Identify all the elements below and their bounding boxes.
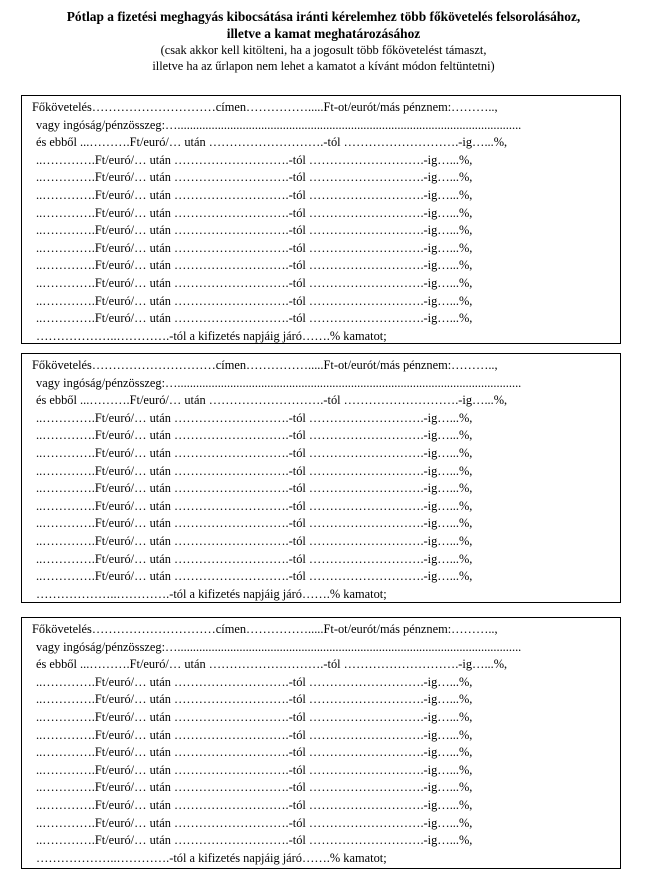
interest-rate-row: ..………….Ft/euró/… után ……………………….-tól ……………………….-ig…...%, <box>36 223 473 238</box>
interest-rate-row: ..………….Ft/euró/… után ……………………….-tól ……………………….-ig…...%, <box>36 240 473 255</box>
final-interest-line: ………………..………….-tól a kifizetés napjáig járó…….% kamatot; <box>36 328 387 343</box>
interest-rate-row: ..………….Ft/euró/… után ……………………….-tól ……………………….-ig…...%, <box>36 498 473 513</box>
asset-amount-line: vagy ingóság/pénzösszeg:…............................................................................................................... <box>36 375 522 390</box>
interest-rate-row: ..………….Ft/euró/… után ……………………….-tól ……………………….-ig…...%, <box>36 445 473 460</box>
asset-amount-line: vagy ingóság/pénzösszeg:…............................................................................................................... <box>36 117 522 132</box>
claim-section-1 <box>21 95 621 344</box>
interest-rate-row: ..………….Ft/euró/… után ……………………….-tól ……………………….-ig…...%, <box>36 674 473 689</box>
interest-rate-row: ..………….Ft/euró/… után ……………………….-tól ……………………….-ig…...%, <box>36 815 473 830</box>
form-title-line-1: Pótlap a fizetési meghagyás kibocsátása iránti kérelemhez több főkövetelés felsorolásához, <box>66 9 581 24</box>
interest-rate-row: ..………….Ft/euró/… után ……………………….-tól ……………………….-ig…...%, <box>36 205 473 220</box>
interest-rate-row: ..………….Ft/euró/… után ……………………….-tól ……………………….-ig…...%, <box>36 187 473 202</box>
interest-rate-row: ..………….Ft/euró/… után ……………………….-tól ……………………….-ig…...%, <box>36 833 473 848</box>
interest-rate-row: ..………….Ft/euró/… után ……………………….-tól ……………………….-ig…...%, <box>36 293 473 308</box>
interest-rate-row: ..………….Ft/euró/… után ……………………….-tól ……………………….-ig…...%, <box>36 516 473 531</box>
form-title-line-2: illetve a kamat meghatározásához <box>226 26 421 41</box>
interest-rate-row: ..………….Ft/euró/… után ……………………….-tól ……………………….-ig…...%, <box>36 481 473 496</box>
interest-rate-row: ..………….Ft/euró/… után ……………………….-tól ……………………….-ig…...%, <box>36 170 473 185</box>
interest-rate-row: ..………….Ft/euró/… után ……………………….-tól ……………………….-ig…...%, <box>36 533 473 548</box>
interest-rate-row: ..………….Ft/euró/… után ……………………….-tól ……………………….-ig…...%, <box>36 797 473 812</box>
interest-rate-row: ..………….Ft/euró/… után ……………………….-tól ……………………….-ig…...%, <box>36 275 473 290</box>
interest-rate-row: ..………….Ft/euró/… után ……………………….-tól ……………………….-ig…...%, <box>36 410 473 425</box>
interest-rate-row: ..………….Ft/euró/… után ……………………….-tól ……………………….-ig…...%, <box>36 780 473 795</box>
interest-rate-row: ..………….Ft/euró/… után ……………………….-tól ……………………….-ig…...%, <box>36 428 473 443</box>
form-note-line-2: illetve ha az űrlapon nem lehet a kamatot a kívánt módon feltüntetni) <box>152 59 495 73</box>
claim-section-2 <box>21 353 621 603</box>
interest-rate-row: ..………….Ft/euró/… után ……………………….-tól ……………………….-ig…...%, <box>36 569 473 584</box>
interest-rate-row: ..………….Ft/euró/… után ……………………….-tól ……………………….-ig…...%, <box>36 152 473 167</box>
claim-section-3 <box>21 617 621 869</box>
interest-rate-row: ..………….Ft/euró/… után ……………………….-tól ……………………….-ig…...%, <box>36 463 473 478</box>
final-interest-line: ………………..………….-tól a kifizetés napjáig járó…….% kamatot; <box>36 586 387 601</box>
interest-rate-row: ..………….Ft/euró/… után ……………………….-tól ……………………….-ig…...%, <box>36 551 473 566</box>
main-claim-line: Főkövetelés…………………………címen…………….....Ft-ot/eurót/más pénznem:……….., <box>32 100 498 114</box>
interest-rate-row: ..………….Ft/euró/… után ……………………….-tól ……………………….-ig…...%, <box>36 258 473 273</box>
interest-rate-row: ..………….Ft/euró/… után ……………………….-tól ……………………….-ig…...%, <box>36 762 473 777</box>
main-claim-line: Főkövetelés…………………………címen…………….....Ft-ot/eurót/más pénznem:……….., <box>32 622 498 636</box>
first-interest-line: és ebből ...……….Ft/euró/… után ……………………….-tól ……………………….-ig…...%, <box>36 657 508 672</box>
first-interest-line: és ebből ...……….Ft/euró/… után ……………………….-tól ……………………….-ig…...%, <box>36 393 508 408</box>
interest-rate-row: ..………….Ft/euró/… után ……………………….-tól ……………………….-ig…...%, <box>36 745 473 760</box>
interest-rate-row: ..………….Ft/euró/… után ……………………….-tól ……………………….-ig…...%, <box>36 692 473 707</box>
form-header <box>0 8 647 74</box>
interest-rate-row: ..………….Ft/euró/… után ……………………….-tól ……………………….-ig…...%, <box>36 727 473 742</box>
form-note-line-1: (csak akkor kell kitölteni, ha a jogosult több főkövetelést támaszt, <box>160 43 487 57</box>
first-interest-line: és ebből ...……….Ft/euró/… után ……………………….-tól ……………………….-ig…...%, <box>36 135 508 150</box>
interest-rate-row: ..………….Ft/euró/… után ……………………….-tól ……………………….-ig…...%, <box>36 311 473 326</box>
main-claim-line: Főkövetelés…………………………címen…………….....Ft-ot/eurót/más pénznem:……….., <box>32 358 498 372</box>
asset-amount-line: vagy ingóság/pénzösszeg:…............................................................................................................... <box>36 639 522 654</box>
interest-rate-row: ..………….Ft/euró/… után ……………………….-tól ……………………….-ig…...%, <box>36 709 473 724</box>
final-interest-line: ………………..………….-tól a kifizetés napjáig járó…….% kamatot; <box>36 850 387 865</box>
